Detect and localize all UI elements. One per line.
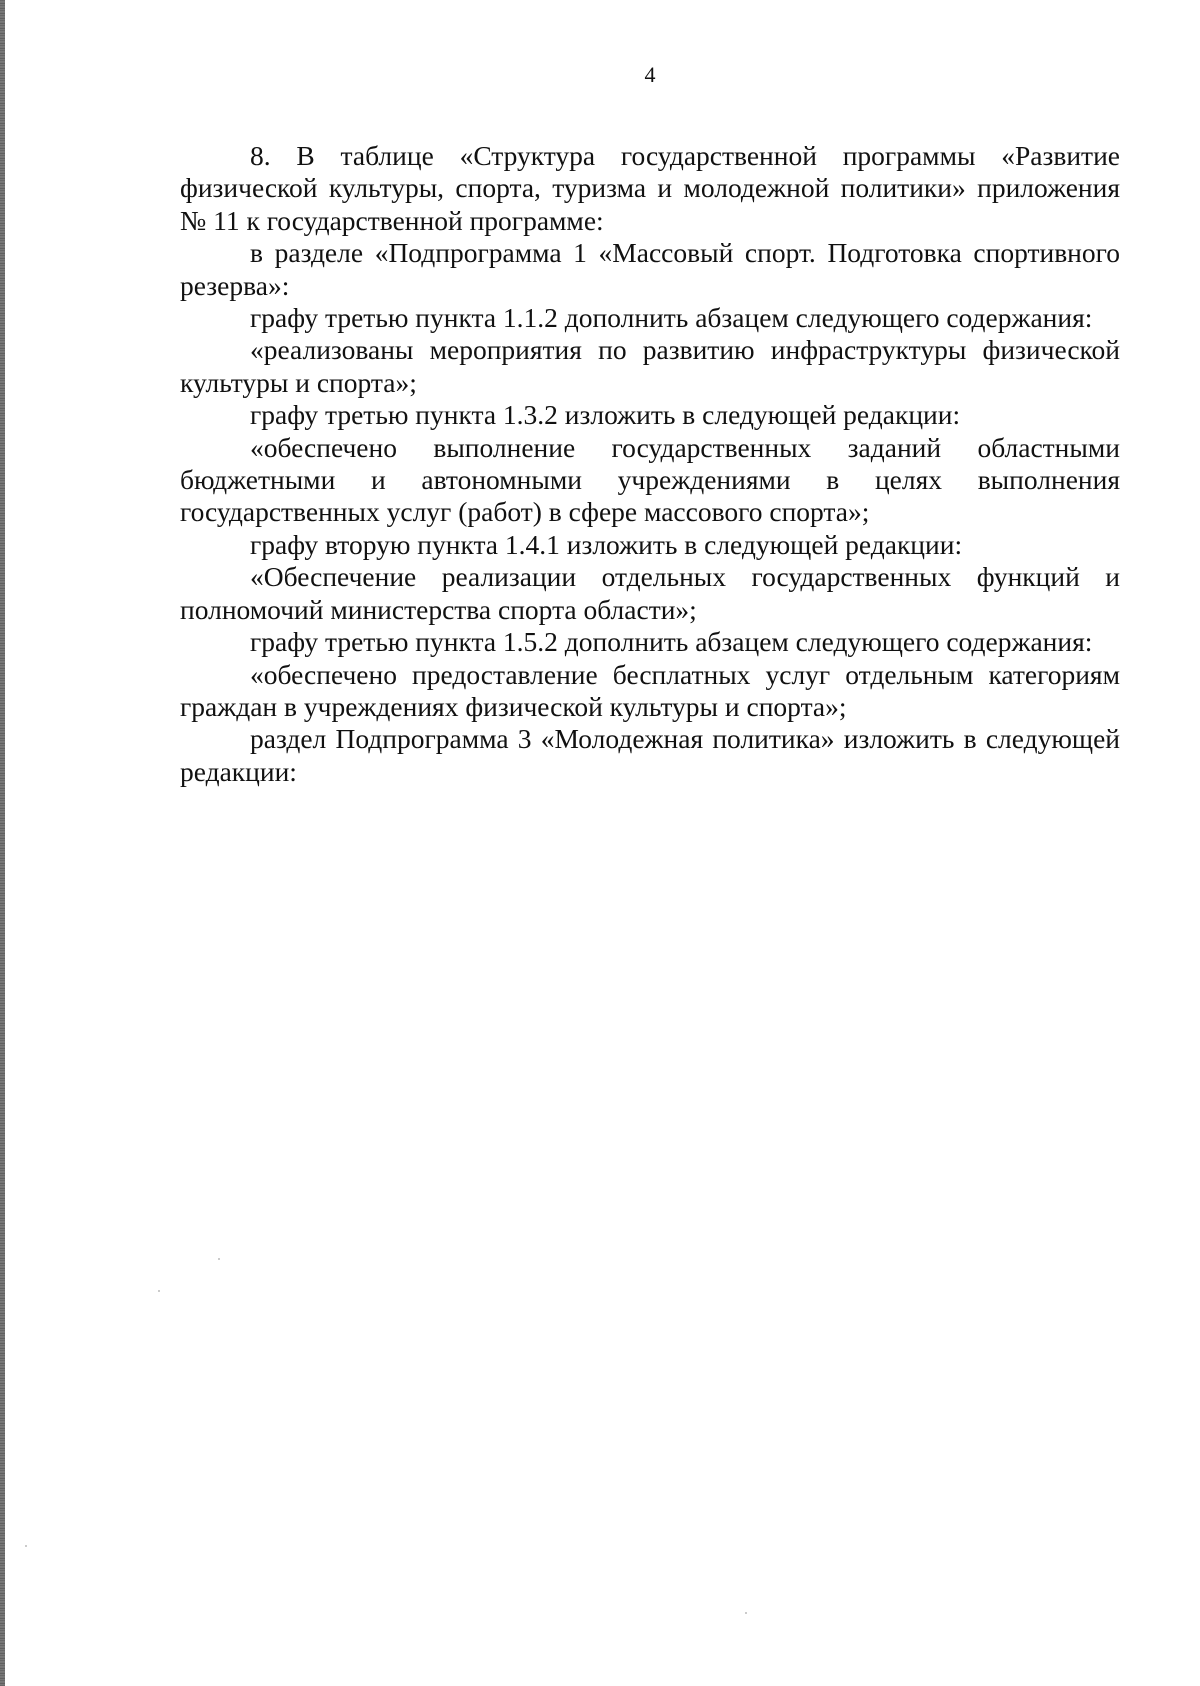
paragraph-10: «обеспечено предоставление бесплатных услуг отдельным категориям граждан в учреждениях физической культуры и спорта»; xyxy=(180,658,1120,722)
paragraph-9: графу третью пункта 1.5.2 дополнить абзацем следующего содержания: xyxy=(250,626,1093,658)
scan-edge xyxy=(0,0,5,1686)
paragraph-7: графу вторую пункта 1.4.1 изложить в следующей редакции: xyxy=(250,528,963,560)
paragraph-11: раздел Подпрограмма 3 «Молодежная политика» изложить в следующей редакции: xyxy=(180,723,1120,787)
paragraph-1: 8. В таблице «Структура государственной программы «Развитие физической культуры, спорта, туризма и молодежной политики» приложения № 11 к государственной программе: xyxy=(180,140,1120,236)
document-body xyxy=(180,140,1120,788)
scan-speck xyxy=(158,1290,160,1292)
paragraph-8: «Обеспечение реализации отдельных государственных функций и полномочий министерства спорта области»; xyxy=(180,561,1120,625)
scan-speck xyxy=(218,1258,220,1260)
paragraph-3: графу третью пункта 1.1.2 дополнить абзацем следующего содержания: xyxy=(250,302,1093,334)
page-number: 4 xyxy=(644,62,656,87)
paragraph-5: графу третью пункта 1.3.2 изложить в следующей редакции: xyxy=(250,399,961,431)
paragraph-4: «реализованы мероприятия по развитию инфраструктуры физической культуры и спорта»; xyxy=(180,334,1120,398)
paragraph-2: в разделе «Подпрограмма 1 «Массовый спорт. Подготовка спортивного резерва»: xyxy=(180,237,1120,301)
scan-speck xyxy=(25,1545,27,1547)
paragraph-6: «обеспечено выполнение государственных заданий областными бюджетными и автономными учреждениями в целях выполнения государственных услуг (работ) в сфере массового спорта»; xyxy=(180,431,1120,528)
scan-speck xyxy=(745,1612,747,1614)
